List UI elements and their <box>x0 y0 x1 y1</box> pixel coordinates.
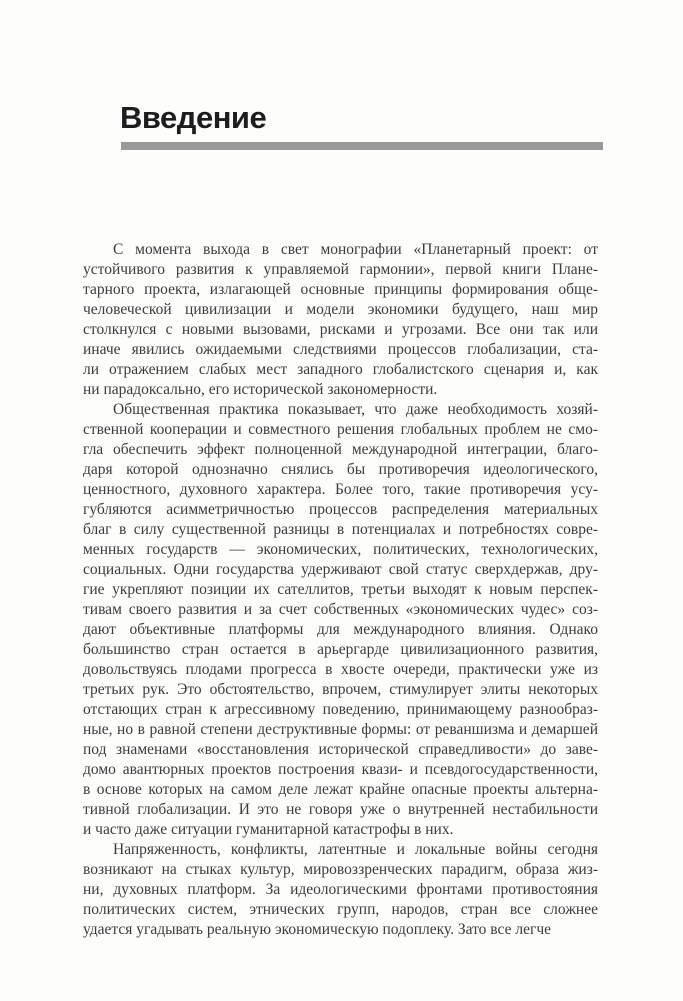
text-line: ни, духовных платформ. За идеологическими фронтами противостояния <box>83 881 598 898</box>
text-line: гие укрепляют позиции их сателлитов, третьи выходят к новым перспек- <box>83 581 598 598</box>
text-line: человеческой цивилизации и модели экономики будущего, наш мир <box>83 301 598 318</box>
text-line: политических систем, этнических групп, народов, стран все сложнее <box>83 901 598 918</box>
text-line: под знаменами «восстановления исторической справедливости» до заве- <box>83 741 598 758</box>
text-line: губляются асимметричностью процессов распределения материальных <box>83 501 598 518</box>
text-line: третьих рук. Это обстоятельство, впрочем, стимулирует элиты некоторых <box>83 681 598 698</box>
text-line: ценностного, духовного характера. Более того, такие противоречия усу- <box>83 481 598 498</box>
text-line: социальных. Одни государства удерживают свой статус сверхдержав, дру- <box>83 561 598 578</box>
text-line: в основе которых на самом деле лежат крайне опасные проекты альтерна- <box>83 781 598 798</box>
text-line: ные, но в равной степени деструктивные формы: от реваншизма и демаршей <box>83 721 598 738</box>
paragraph <box>83 240 598 400</box>
text-line: домо авантюрных проектов построения квази- и псевдогосударственности, <box>83 761 598 778</box>
paragraph <box>83 400 598 840</box>
text-line: менных государств — экономических, политических, технологических, <box>83 541 598 558</box>
text-line: тарного проекта, излагающей основные принципы формирования обще- <box>83 281 598 298</box>
text-line: возникают на стыках культур, мировоззренческих парадигм, образа жиз- <box>83 861 598 878</box>
text-line: удается угадывать реальную экономическую подоплеку. Зато все легче <box>83 921 551 938</box>
text-line: благ в силу существенной разницы в потенциалах и потребностях совре- <box>83 521 598 538</box>
text-line: Общественная практика показывает, что даже необходимость хозяй- <box>113 401 598 418</box>
text-line: тивной глобализации. И это не говоря уже о внутренней нестабильности <box>83 801 598 818</box>
heading-rule <box>121 142 603 150</box>
text-line: отстающих стран к агрессивному поведению, принимающему разнообраз- <box>83 701 598 718</box>
text-line: Напряженность, конфликты, латентные и локальные войны сегодня <box>113 841 598 858</box>
text-line: дают объективные платформы для международного влияния. Однако <box>83 621 598 638</box>
text-line: ственной кооперации и совместного решения глобальных проблем не смо- <box>83 421 598 438</box>
body-text <box>83 240 598 940</box>
text-line: тивам своего развития и за счет собственных «экономических чудес» соз- <box>83 601 598 618</box>
text-line: ли отражением слабых мест западного глобалистского сценария и, как <box>83 361 598 378</box>
text-line: даря которой однозначно снялись бы противоречия идеологического, <box>83 461 598 478</box>
text-line: большинство стран остается в арьергарде цивилизационного развития, <box>83 641 598 658</box>
text-line: довольствуясь плодами прогресса в хвосте очереди, практически уже из <box>83 661 598 678</box>
paragraph <box>83 840 598 940</box>
text-line: устойчивого развития к управляемой гармонии», первой книги Плане- <box>83 261 598 278</box>
text-line: гла обеспечить эффект полноценной международной интеграции, благо- <box>83 441 598 458</box>
text-line: ни парадоксально, его исторической закономерности. <box>83 381 438 398</box>
text-line: С момента выхода в свет монографии «Планетарный проект: от <box>113 241 598 258</box>
text-line: столкнулся с новыми вызовами, рисками и угрозами. Все они так или <box>83 321 598 338</box>
text-line: иначе явились ожидаемыми следствиями процессов глобализации, ста- <box>83 341 598 358</box>
text-line: и часто даже ситуации гуманитарной катастрофы в них. <box>83 821 454 838</box>
chapter-heading: Введение <box>120 100 267 135</box>
